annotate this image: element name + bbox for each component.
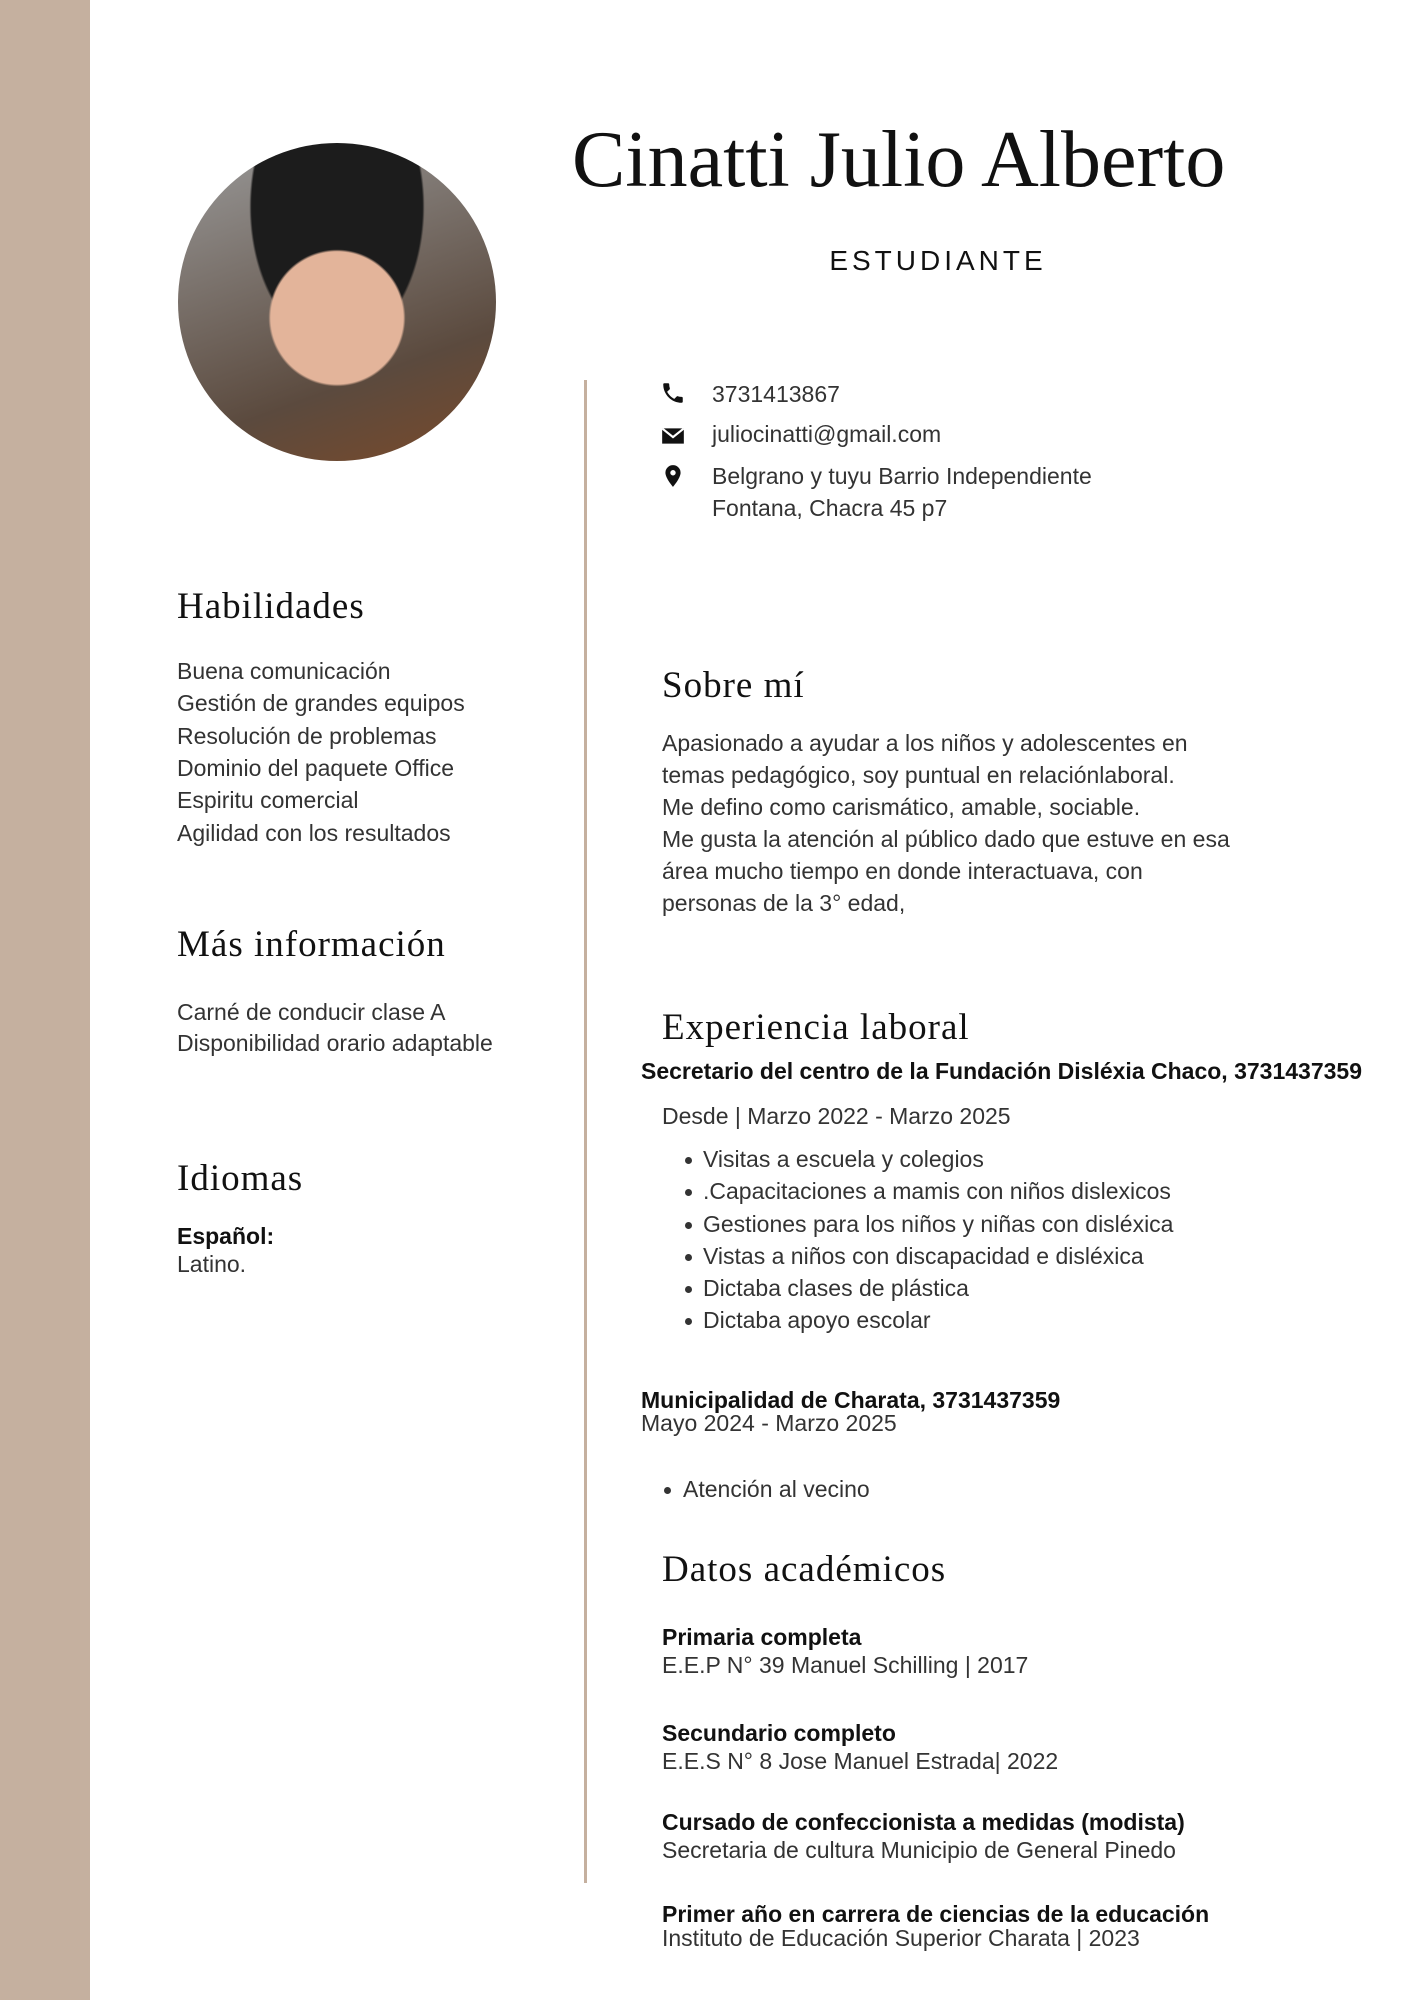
job-bullet: Dictaba apoyo escolar — [703, 1307, 931, 1333]
education-heading: Datos académicos — [662, 1549, 947, 1590]
education-detail: Instituto de Educación Superior Charata | 2023 — [662, 1925, 1140, 1951]
bullet-icon — [685, 1222, 692, 1229]
education-title: Primaria completa — [662, 1624, 862, 1650]
bullet-icon — [685, 1189, 692, 1196]
about-line: Me gusta la atención al público dado que estuve en esa — [662, 826, 1230, 852]
language-name: Español: — [177, 1223, 275, 1249]
education-title: Secundario completo — [662, 1720, 896, 1746]
about-line: personas de la 3° edad, — [662, 890, 906, 916]
bullet-icon — [685, 1318, 692, 1325]
job-title-2: Municipalidad de Charata, 3731437359 — [641, 1387, 1061, 1413]
address-line-1: Belgrano y tuyu Barrio Independiente — [712, 463, 1092, 489]
job-title: ESTUDIANTE — [829, 245, 1047, 276]
job-dates-1: Desde | Marzo 2022 - Marzo 2025 — [662, 1103, 1011, 1129]
divider-line — [584, 380, 587, 1883]
education-title: Primer año en carrera de ciencias de la educación — [662, 1901, 1210, 1927]
skill-item: Gestión de grandes equipos — [177, 690, 465, 716]
phone-icon — [660, 380, 686, 406]
job-bullet: Atención al vecino — [683, 1476, 870, 1502]
job-title-1: Secretario del centro de la Fundación Disléxia Chaco, 3731437359 — [641, 1058, 1362, 1084]
about-line: Apasionado a ayudar a los niños y adolescentes en — [662, 730, 1188, 756]
phone-number: 3731413867 — [712, 381, 840, 407]
skill-item: Resolución de problemas — [177, 723, 437, 749]
experience-heading: Experiencia laboral — [662, 1007, 970, 1048]
bullet-icon — [685, 1254, 692, 1261]
education-title: Cursado de confeccionista a medidas (modista) — [662, 1809, 1185, 1835]
education-detail: E.E.S N° 8 Jose Manuel Estrada| 2022 — [662, 1748, 1059, 1774]
education-detail: E.E.P N° 39 Manuel Schilling | 2017 — [662, 1652, 1029, 1678]
skill-item: Buena comunicación — [177, 658, 391, 684]
bullet-icon — [685, 1157, 692, 1164]
location-pin-icon — [660, 463, 686, 489]
name-heading: Cinatti Julio Alberto — [572, 116, 1226, 204]
languages-heading: Idiomas — [177, 1158, 304, 1199]
side-accent-bar — [0, 0, 90, 2000]
about-heading: Sobre mí — [662, 665, 805, 706]
job-bullet: Dictaba clases de plástica — [703, 1275, 969, 1301]
about-line: temas pedagógico, soy puntual en relaciónlaboral. — [662, 762, 1175, 788]
more-info-heading: Más información — [177, 924, 446, 965]
skills-heading: Habilidades — [177, 586, 365, 627]
bullet-icon — [664, 1487, 671, 1494]
job-dates-2: Mayo 2024 - Marzo 2025 — [641, 1410, 897, 1436]
more-info-item: Carné de conducir clase A — [177, 999, 446, 1025]
education-detail: Secretaria de cultura Municipio de General Pinedo — [662, 1837, 1176, 1863]
skill-item: Espiritu comercial — [177, 787, 359, 813]
job-bullet: Vistas a niños con discapacidad e disléxica — [703, 1243, 1144, 1269]
job-bullet: Visitas a escuela y colegios — [703, 1146, 984, 1172]
mail-icon — [660, 423, 686, 449]
skill-item: Dominio del paquete Office — [177, 755, 455, 781]
about-line: área mucho tiempo en donde interactuava, con — [662, 858, 1143, 884]
language-level: Latino. — [177, 1251, 247, 1277]
more-info-item: Disponibilidad orario adaptable — [177, 1030, 493, 1056]
email-address: juliocinatti@gmail.com — [712, 421, 942, 447]
about-line: Me defino como carismático, amable, sociable. — [662, 794, 1141, 820]
skill-item: Agilidad con los resultados — [177, 820, 451, 846]
job-bullet: .Capacitaciones a mamis con niños dislexicos — [703, 1178, 1171, 1204]
profile-photo — [178, 143, 496, 461]
bullet-icon — [685, 1286, 692, 1293]
address-line-2: Fontana, Chacra 45 p7 — [712, 495, 948, 521]
job-bullet: Gestiones para los niños y niñas con disléxica — [703, 1211, 1174, 1237]
